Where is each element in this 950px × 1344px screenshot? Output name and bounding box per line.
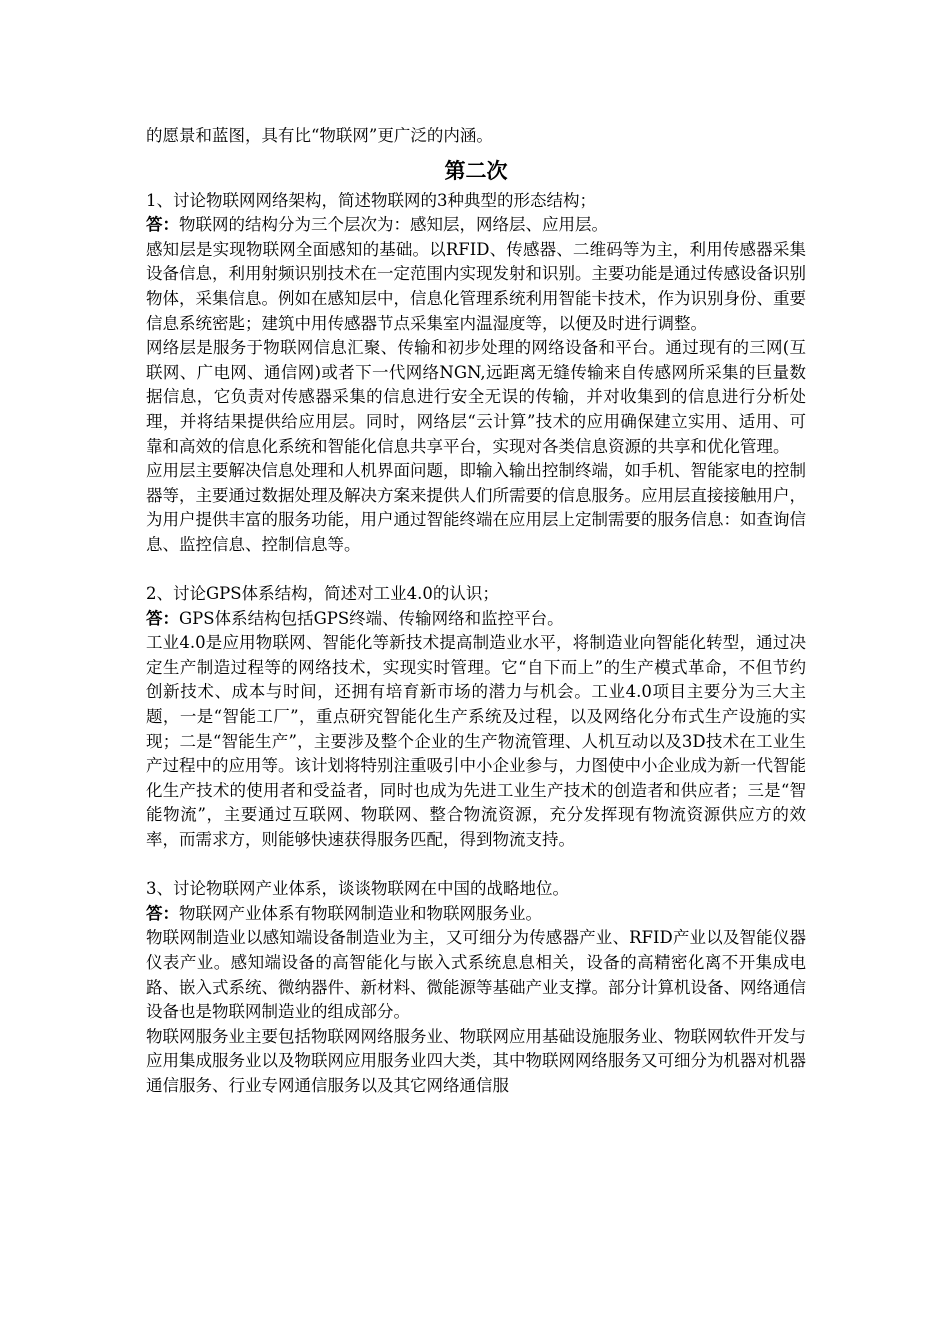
paragraph: 物联网服务业主要包括物联网网络服务业、物联网应用基础设施服务业、物联网软件开发与应用集成服务业以及物联网应用服务业四大类，其中物联网网络服务又可细分为机器对机器通信服务、行业专网通信服务以及其它网络通信服 [146, 1026, 806, 1095]
answer-label: 答： [146, 215, 179, 235]
answer-3 [146, 902, 806, 927]
paragraph: 网络层是服务于物联网信息汇聚、传输和初步处理的网络设备和平台。通过现有的三网(互联网、广电网、通信网)或者下一代网络NGN,远距离无缝传输来自传感网所采集的巨量数据信息，它负责对传感器采集的信息进行安全无误的传输，并对收集到的信息进行分析处理，并将结果提供给应用层。同时，网络层“云计算”技术的应用确保建立实用、适用、可靠和高效的信息化系统和智能化信息共享平台，实现对各类信息资源的共享和优化管理。 [146, 338, 806, 456]
paragraph: 物联网制造业以感知端设备制造业为主，又可细分为传感器产业、RFID产业以及智能仪器仪表产业。感知端设备的高智能化与嵌入式系统息息相关，设备的高精密化离不开集成电路、嵌入式系统、微纳器件、新材料、微能源等基础产业支撑。部分计算机设备、网络通信设备也是物联网制造业的组成部分。 [146, 928, 806, 1022]
question-1: 1、讨论物联网网络架构，简述物联网的3种典型的形态结构； [146, 190, 596, 210]
answer-label: 答： [146, 903, 179, 923]
answer-text: 物联网产业体系有物联网制造业和物联网服务业。 [179, 903, 542, 923]
answer-text: GPS体系结构包括GPS终端、传输网络和监控平台。 [179, 608, 564, 628]
intro-line: 的愿景和蓝图，具有比“物联网”更广泛的内涵。 [146, 126, 493, 145]
question-2: 2、讨论GPS体系结构，简述对工业4.0的认识； [146, 584, 499, 604]
section-heading: 第二次 [444, 158, 508, 183]
question-3: 3、讨论物联网产业体系，谈谈物联网在中国的战略地位。 [146, 879, 569, 899]
answer-text: 物联网的结构分为三个层次为：感知层，网络层、应用层。 [179, 215, 608, 235]
paragraph: 感知层是实现物联网全面感知的基础。以RFID、传感器、二维码等为主，利用传感器采集设备信息，利用射频识别技术在一定范围内实现发射和识别。主要功能是通过传感设备识别物体，采集信息。例如在感知层中，信息化管理系统利用智能卡技术，作为识别身份、重要信息系统密匙；建筑中用传感器节点采集室内温湿度等，以便及时进行调整。 [146, 239, 806, 333]
answer-label: 答： [146, 608, 179, 628]
document-body [146, 124, 806, 1099]
paragraph: 应用层主要解决信息处理和人机界面问题，即输入输出控制终端，如手机、智能家电的控制器等，主要通过数据处理及解决方案来提供人们所需要的信息服务。应用层直接接触用户，为用户提供丰富的服务功能，用户通过智能终端在应用层上定制需要的服务信息：如查询信息、监控信息、控制信息等。 [146, 461, 806, 554]
answer-2 [146, 607, 806, 632]
paragraph: 工业4.0是应用物联网、智能化等新技术提高制造业水平，将制造业向智能化转型，通过决定生产制造过程等的网络技术，实现实时管理。它“自下而上”的生产模式革命，不但节约创新技术、成本与时间，还拥有培育新市场的潜力与机会。工业4.0项目主要分为三大主题，一是“智能工厂”，重点研究智能化生产系统及过程，以及网络化分布式生产设施的实现；二是“智能生产”，主要涉及整个企业的生产物流管理、人机互动以及3D技术在工业生产过程中的应用等。该计划将特别注重吸引中小企业参与，力图使中小企业成为新一代智能化生产技术的使用者和受益者，同时也成为先进工业生产技术的创造者和供应者；三是“智能物流”，主要通过互联网、物联网、整合物流资源，充分发挥现有物流资源供应方的效率，而需求方，则能够快速获得服务匹配，得到物流支持。 [146, 633, 806, 850]
blank-line [146, 853, 806, 878]
blank-line [146, 558, 806, 583]
answer-1 [146, 213, 806, 238]
